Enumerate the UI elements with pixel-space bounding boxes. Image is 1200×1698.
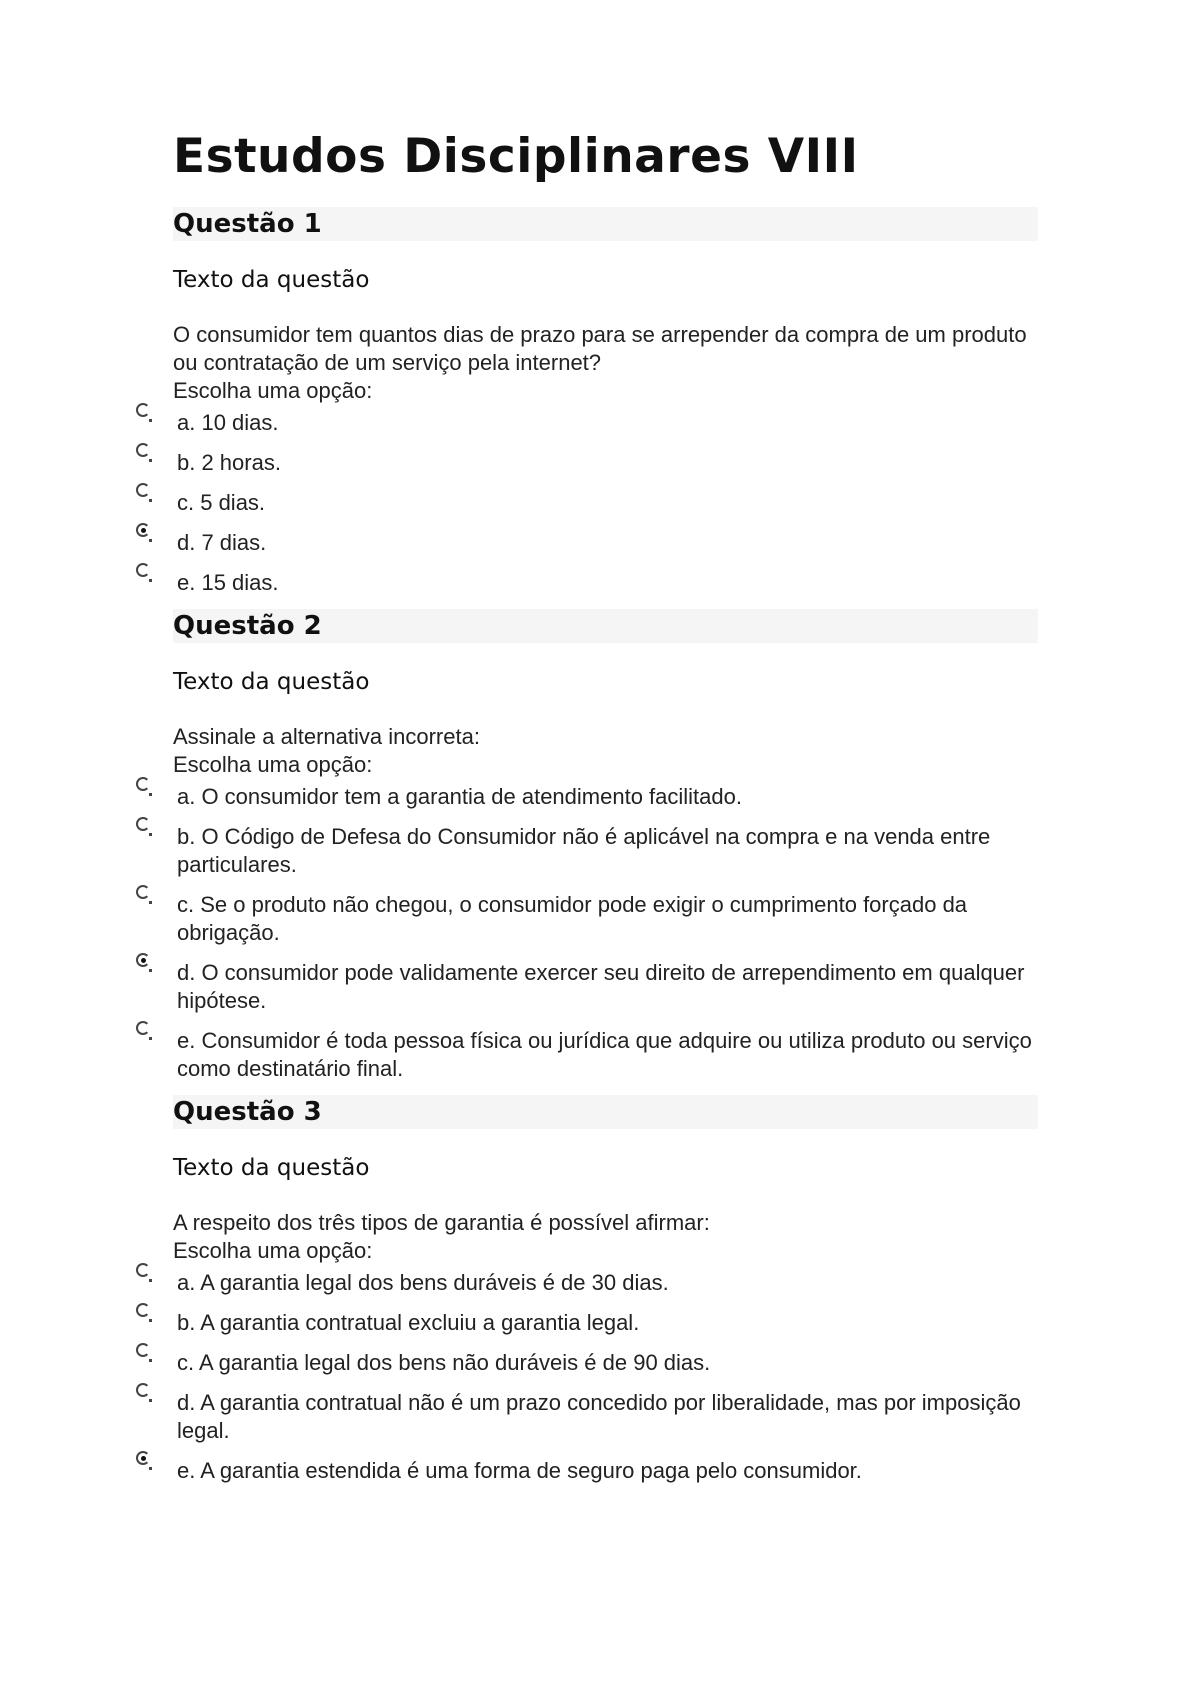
- question-text: O consumidor tem quantos dias de prazo para se arrepender da compra de um produto ou contratação de um serviço pela internet?: [173, 322, 1027, 375]
- radio-button[interactable]: [136, 1343, 150, 1357]
- document-page: [173, 125, 1038, 1497]
- radio-button[interactable]: [136, 523, 150, 537]
- option-list: [173, 1269, 1038, 1485]
- question-3: [173, 1095, 1038, 1485]
- choice-prompt: Escolha uma opção:: [173, 752, 373, 777]
- radio-button[interactable]: [136, 817, 150, 831]
- radio-button[interactable]: [136, 885, 150, 899]
- option-list: [173, 783, 1038, 1083]
- option-label: b. O Código de Defesa do Consumidor não é aplicável na compra e na venda entre particulares.: [177, 824, 991, 877]
- option-c[interactable]: [173, 891, 1038, 947]
- option-list: [173, 409, 1038, 597]
- option-c[interactable]: [173, 1349, 1038, 1377]
- option-c[interactable]: [173, 489, 1038, 517]
- option-label: d. 7 dias.: [177, 530, 267, 555]
- option-e[interactable]: [173, 1027, 1038, 1083]
- option-b[interactable]: [173, 449, 1038, 477]
- question-heading: Questão 1: [173, 207, 1038, 241]
- option-d[interactable]: [173, 1389, 1038, 1445]
- option-label: e. Consumidor é toda pessoa física ou jurídica que adquire ou utiliza produto ou serviço como destinatário final.: [177, 1028, 1032, 1081]
- radio-button[interactable]: [136, 1383, 150, 1397]
- option-label: c. Se o produto não chegou, o consumidor pode exigir o cumprimento forçado da obrigação.: [177, 892, 968, 945]
- option-label: c. 5 dias.: [177, 490, 266, 515]
- option-a[interactable]: [173, 783, 1038, 811]
- radio-button[interactable]: [136, 403, 150, 417]
- radio-button[interactable]: [136, 1021, 150, 1035]
- page-title: Estudos Disciplinares VIII: [173, 129, 859, 184]
- option-label: e. 15 dias.: [177, 570, 279, 595]
- option-label: a. A garantia legal dos bens duráveis é de 30 dias.: [177, 1270, 669, 1295]
- question-label: Texto da questão: [173, 267, 370, 293]
- radio-button[interactable]: [136, 483, 150, 497]
- option-e[interactable]: [173, 1457, 1038, 1485]
- radio-button[interactable]: [136, 443, 150, 457]
- option-d[interactable]: [173, 959, 1038, 1015]
- radio-button[interactable]: [136, 563, 150, 577]
- question-2: [173, 609, 1038, 1083]
- question-1: [173, 207, 1038, 597]
- radio-button[interactable]: [136, 1451, 150, 1465]
- option-b[interactable]: [173, 1309, 1038, 1337]
- option-a[interactable]: [173, 409, 1038, 437]
- radio-button[interactable]: [136, 1263, 150, 1277]
- choice-prompt: Escolha uma opção:: [173, 378, 373, 403]
- option-e[interactable]: [173, 569, 1038, 597]
- question-heading: Questão 2: [173, 609, 1038, 643]
- question-text: A respeito dos três tipos de garantia é possível afirmar:: [173, 1210, 710, 1235]
- option-label: e. A garantia estendida é uma forma de seguro paga pelo consumidor.: [177, 1458, 862, 1483]
- option-label: a. 10 dias.: [177, 410, 279, 435]
- question-label: Texto da questão: [173, 1155, 370, 1181]
- option-a[interactable]: [173, 1269, 1038, 1297]
- radio-button[interactable]: [136, 953, 150, 967]
- option-label: b. A garantia contratual excluiu a garantia legal.: [177, 1310, 640, 1335]
- option-label: d. O consumidor pode validamente exercer seu direito de arrependimento em qualquer hipótese.: [177, 960, 1025, 1013]
- option-label: b. 2 horas.: [177, 450, 281, 475]
- option-label: c. A garantia legal dos bens não duráveis é de 90 dias.: [177, 1350, 711, 1375]
- question-text: Assinale a alternativa incorreta:: [173, 724, 480, 749]
- option-label: d. A garantia contratual não é um prazo concedido por liberalidade, mas por imposição legal.: [177, 1390, 1021, 1443]
- option-b[interactable]: [173, 823, 1038, 879]
- option-label: a. O consumidor tem a garantia de atendimento facilitado.: [177, 784, 742, 809]
- radio-button[interactable]: [136, 1303, 150, 1317]
- radio-button[interactable]: [136, 777, 150, 791]
- choice-prompt: Escolha uma opção:: [173, 1238, 373, 1263]
- question-heading: Questão 3: [173, 1095, 1038, 1129]
- option-d[interactable]: [173, 529, 1038, 557]
- question-label: Texto da questão: [173, 669, 370, 695]
